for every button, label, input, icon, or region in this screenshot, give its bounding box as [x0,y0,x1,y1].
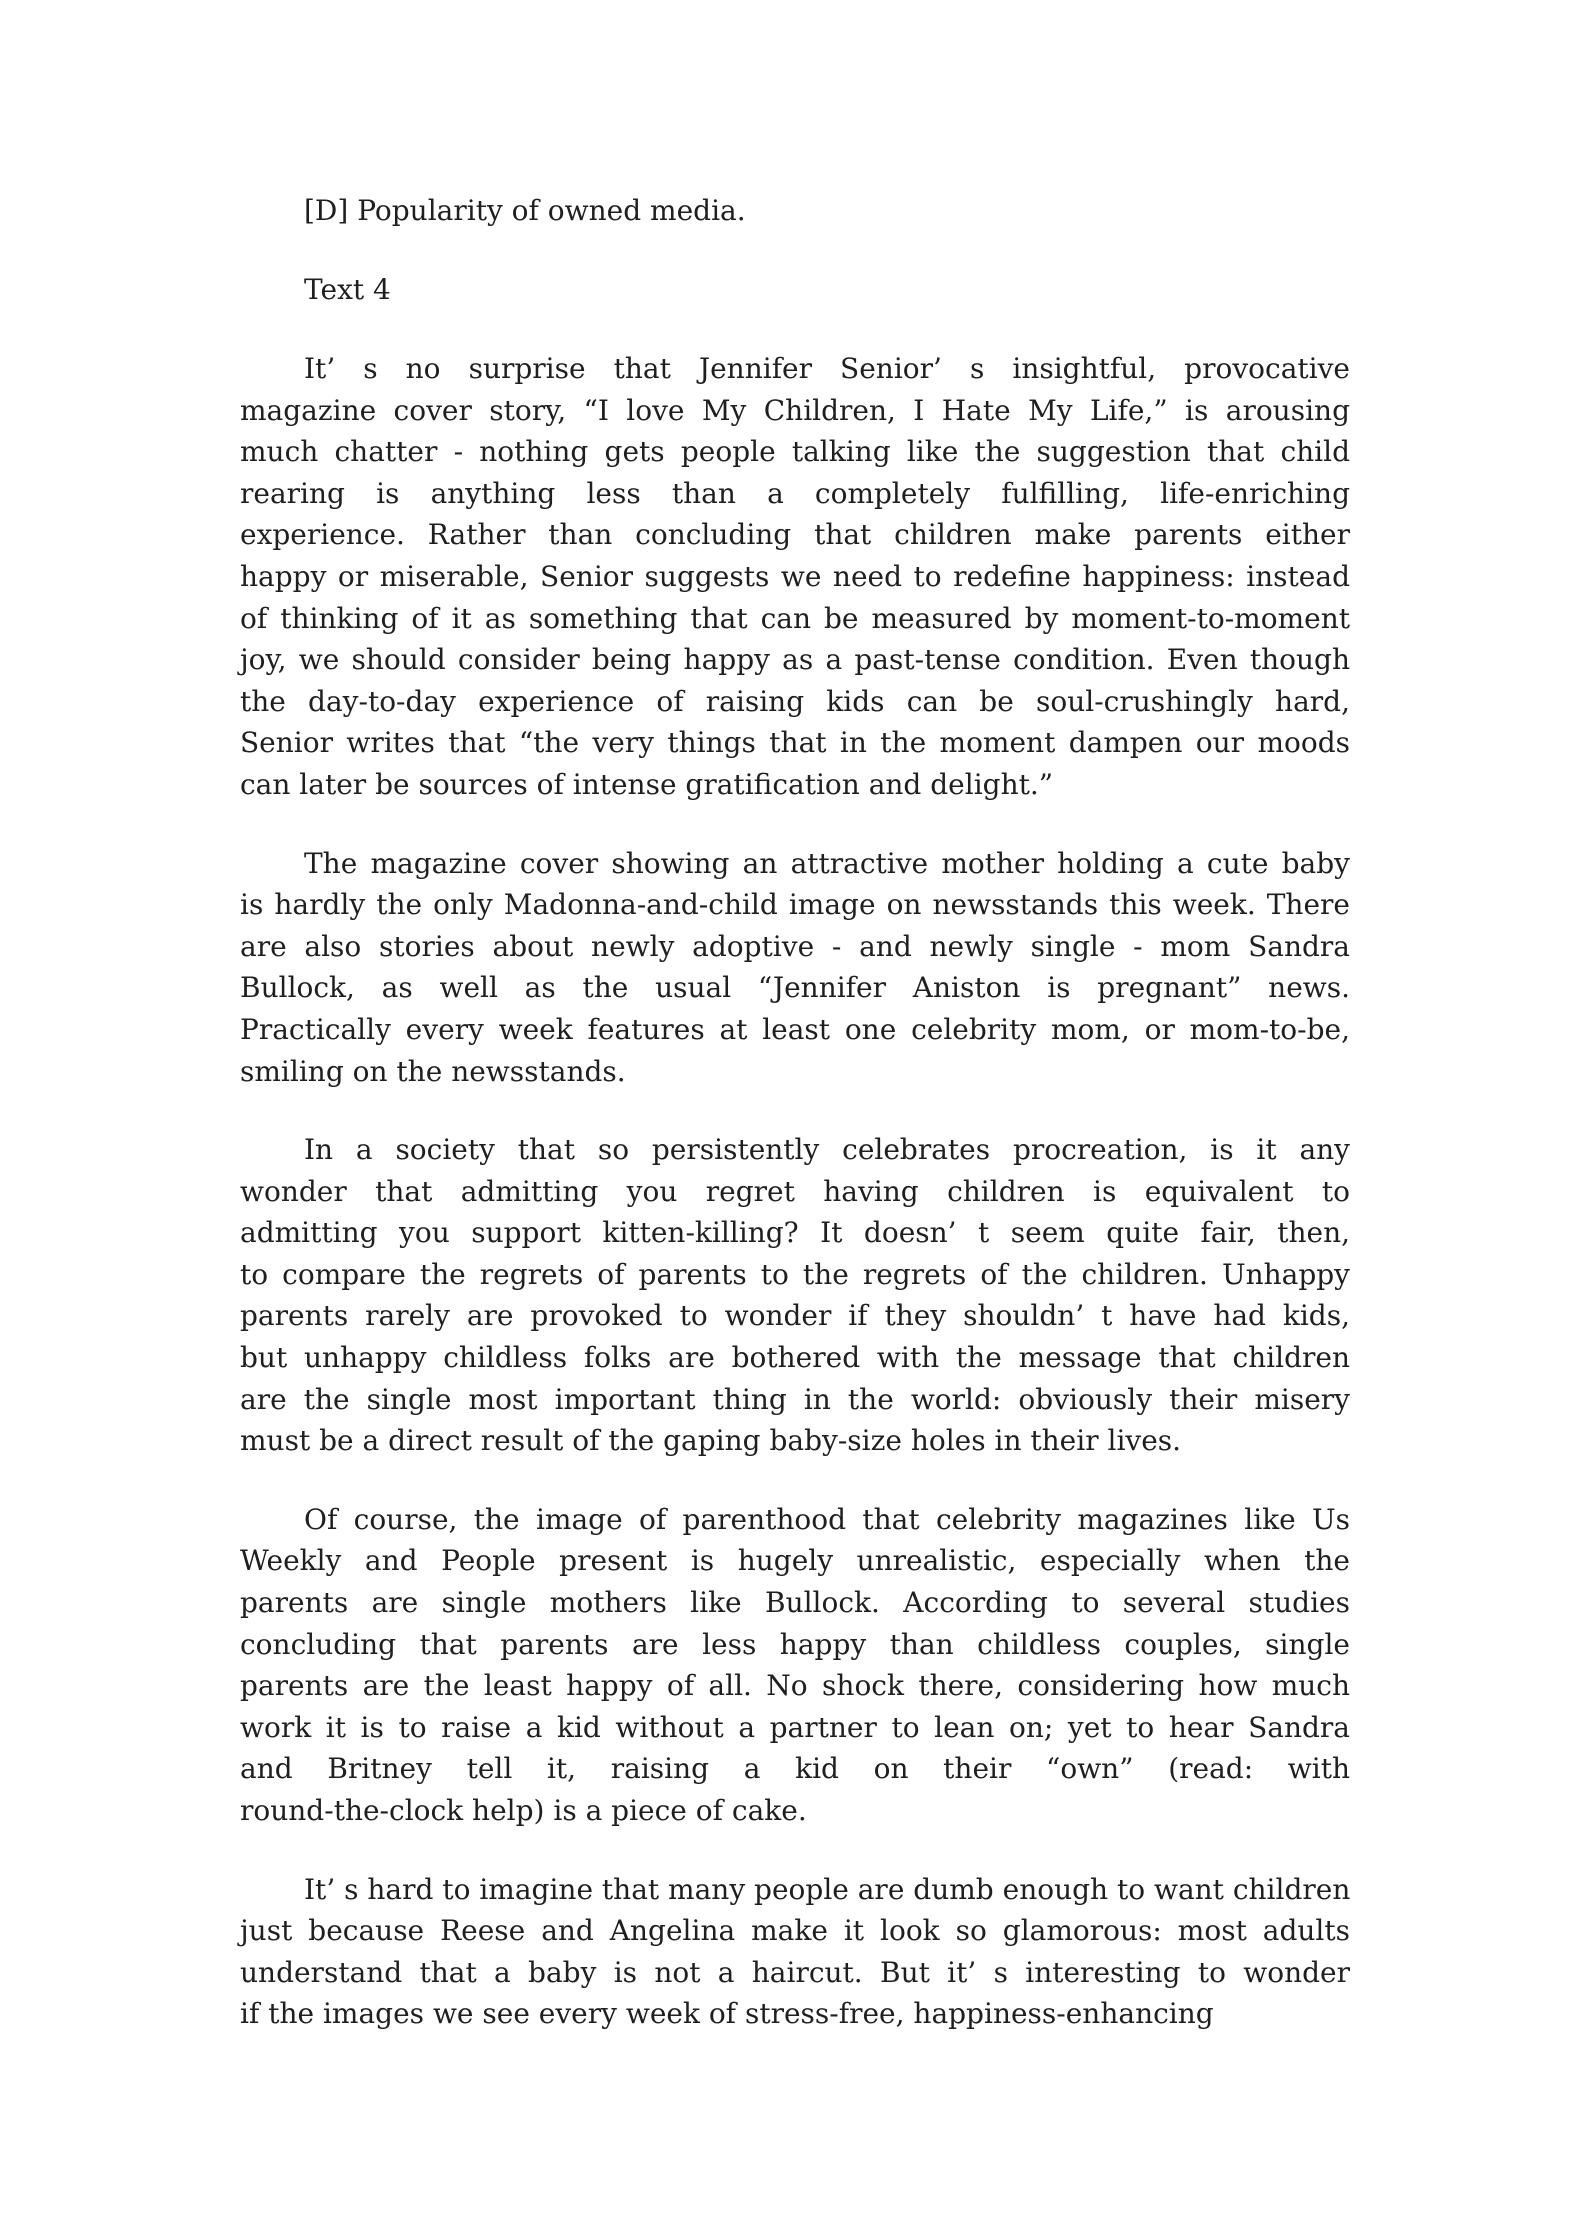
paragraph-line: the day-to-day experience of raising kids can be soul-crushingly hard, [240,684,1350,718]
paragraph-line: Of course, the image of parenthood that celebrity magazines like Us [304,1502,1350,1536]
article-paragraph [240,843,1350,1093]
paragraph-line: parents are single mothers like Bullock. According to several studies [240,1586,1350,1620]
paragraph-line: understand that a baby is not a haircut. But it’ s interesting to wonder [240,1955,1350,1989]
paragraph-line: can later be sources of intense gratification and delight.” [240,767,1054,801]
paragraph-line: experience. Rather than concluding that children make parents either [240,518,1350,552]
paragraph-line: and Britney tell it, raising a kid on their “own” (read: with [240,1752,1350,1786]
paragraph-line: It’ s hard to imagine that many people are dumb enough to want children [304,1872,1351,1906]
article-paragraph [240,1129,1350,1462]
paragraph-line: The magazine cover showing an attractive mother holding a cute baby [304,846,1350,880]
paragraph-line: Weekly and People present is hugely unrealistic, especially when the [240,1544,1350,1578]
paragraph-line: round-the-clock help) is a piece of cake. [240,1794,807,1827]
paragraph-line: are the single most important thing in the world: obviously their misery [240,1382,1350,1416]
paragraph-line: if the images we see every week of stress-free, happiness-enhancing [240,1997,1214,2031]
paragraph-line: parents rarely are provoked to wonder if they shouldn’ t have had kids, [240,1299,1350,1333]
paragraph-line: but unhappy childless folks are bothered with the message that children [240,1341,1350,1375]
paragraph-line: smiling on the newsstands. [240,1054,626,1088]
article-paragraph [240,348,1350,806]
article-body [240,348,1350,2035]
paragraph-line: concluding that parents are less happy than childless couples, single [240,1627,1350,1661]
article-paragraph [240,1499,1350,1832]
answer-option-d: [D] Popularity of owned media. [304,194,746,227]
document-body [240,190,1350,2072]
paragraph-line: Senior writes that “the very things that in the moment dampen our moods [240,726,1350,760]
paragraph-line: magazine cover story, “I love My Children, I Hate My Life,” is arousing [240,393,1350,427]
paragraph-line: wonder that admitting you regret having children is equivalent to [240,1174,1350,1208]
paragraph-line: parents are the least happy of all. No shock there, considering how much [240,1669,1350,1703]
paragraph-line: of thinking of it as something that can be measured by moment-to-moment [240,601,1350,635]
paragraph-line: to compare the regrets of parents to the regrets of the children. Unhappy [240,1257,1350,1291]
paragraph-line: work it is to raise a kid without a partner to lean on; yet to hear Sandra [240,1710,1350,1744]
article-paragraph [240,1869,1350,2035]
paragraph-line: must be a direct result of the gaping baby-size holes in their lives. [240,1424,1182,1458]
paragraph-line: Practically every week features at least one celebrity mom, or mom-to-be, [240,1012,1350,1046]
paragraph-line: joy, we should consider being happy as a past-tense condition. Even though [240,643,1350,677]
text-heading: Text 4 [304,273,391,306]
paragraph-line: In a society that so persistently celebrates procreation, is it any [304,1133,1350,1167]
paragraph-line: It’ s no surprise that Jennifer Senior’ s insightful, provocative [304,352,1350,385]
paragraph-line: Bullock, as well as the usual “Jennifer Aniston is pregnant” news. [240,971,1350,1005]
paragraph-line: much chatter - nothing gets people talking like the suggestion that child [240,435,1350,469]
paragraph-line: just because Reese and Angelina make it look so glamorous: most adults [240,1914,1350,1948]
paragraph-line: admitting you support kitten-killing? It doesn’ t seem quite fair, then, [240,1216,1350,1250]
paragraph-line: happy or miserable, Senior suggests we need to redefine happiness: instead [240,559,1350,593]
paragraph-line: are also stories about newly adoptive - and newly single - mom Sandra [240,929,1350,963]
paragraph-line: is hardly the only Madonna-and-child image on newsstands this week. There [240,888,1350,922]
paragraph-line: rearing is anything less than a completely fulfilling, life-enriching [240,476,1350,510]
